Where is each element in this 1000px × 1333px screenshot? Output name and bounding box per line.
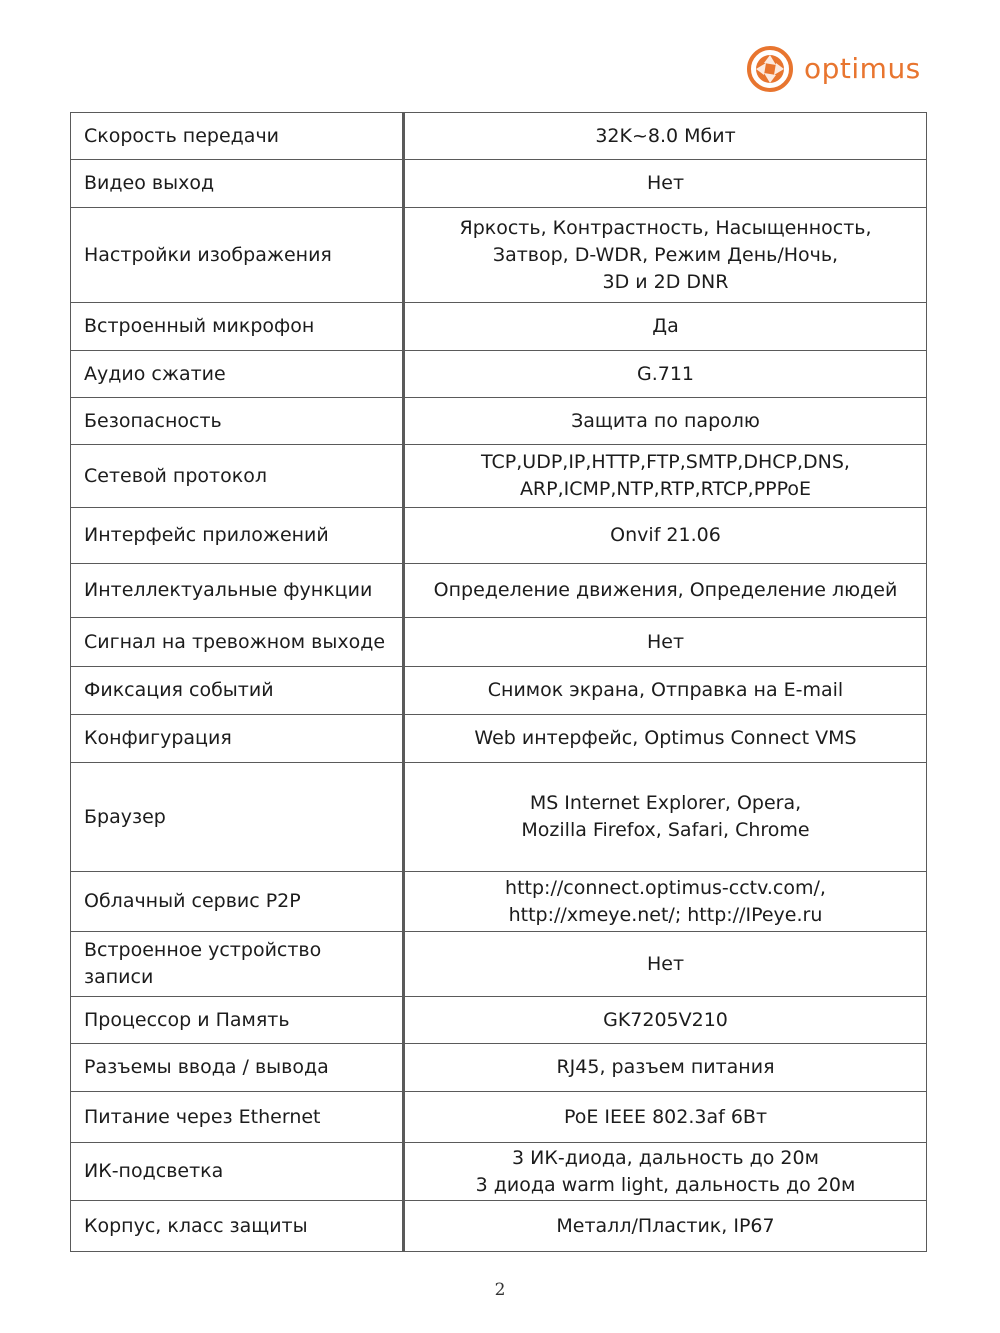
spec-row bbox=[71, 508, 927, 564]
spec-value bbox=[404, 1044, 927, 1092]
spec-row bbox=[71, 932, 927, 997]
spec-value bbox=[404, 667, 927, 715]
spec-value-line: Металл/Пластик, IP67 bbox=[556, 1214, 775, 1237]
spec-value-line: Нет bbox=[646, 952, 685, 975]
spec-row bbox=[71, 351, 927, 398]
spec-value-line: Затвор, D-WDR, Режим День/Ночь, bbox=[492, 243, 839, 266]
spec-value bbox=[404, 208, 927, 303]
spec-value-line: Яркость, Контрастность, Насыщенность, bbox=[459, 216, 872, 239]
spec-value-line: G.711 bbox=[636, 362, 695, 385]
spec-row bbox=[71, 564, 927, 618]
spec-value bbox=[404, 564, 927, 618]
spec-label: Питание через Ethernet bbox=[71, 1092, 404, 1143]
spec-value-line: 3 ИК-диода, дальность до 20м bbox=[512, 1146, 819, 1169]
spec-value bbox=[404, 398, 927, 445]
spec-row bbox=[71, 113, 927, 160]
spec-value bbox=[404, 715, 927, 763]
spec-value-line: http://xmeye.net/; http://IPeye.ru bbox=[508, 903, 823, 926]
spec-label: Встроенный микрофон bbox=[71, 303, 404, 351]
spec-row bbox=[71, 1044, 927, 1092]
spec-row bbox=[71, 667, 927, 715]
spec-value-line: Определение движения, Определение людей bbox=[433, 579, 898, 601]
spec-row bbox=[71, 997, 927, 1044]
spec-label: Интерфейс приложений bbox=[71, 508, 404, 564]
spec-label: Встроенное устройство записи bbox=[71, 932, 404, 997]
spec-value bbox=[404, 508, 927, 564]
spec-label: Скорость передачи bbox=[71, 113, 404, 160]
spec-value bbox=[404, 351, 927, 398]
page-number: 2 bbox=[494, 1280, 506, 1300]
spec-value-line: 32K~8.0 Мбит bbox=[595, 124, 736, 147]
spec-value bbox=[404, 932, 927, 997]
spec-label: Корпус, класс защиты bbox=[71, 1201, 404, 1252]
spec-row bbox=[71, 160, 927, 208]
spec-value bbox=[404, 763, 927, 872]
spec-value-line: Onvif 21.06 bbox=[610, 524, 721, 546]
spec-value-line: GK7205V210 bbox=[603, 1008, 728, 1031]
spec-value bbox=[404, 1143, 927, 1201]
spec-row bbox=[71, 715, 927, 763]
spec-label: Разъемы ввода / вывода bbox=[71, 1044, 404, 1092]
logo-text: optimus bbox=[804, 52, 921, 85]
spec-label: Фиксация событий bbox=[71, 667, 404, 715]
spec-value bbox=[404, 303, 927, 351]
spec-value-line: Нет bbox=[646, 630, 685, 653]
spec-value-line: Да bbox=[652, 315, 679, 337]
spec-row bbox=[71, 208, 927, 303]
spec-row bbox=[71, 1092, 927, 1143]
spec-label: Сетевой протокол bbox=[71, 445, 404, 508]
spec-value bbox=[404, 872, 927, 932]
spec-value bbox=[404, 160, 927, 208]
spec-value bbox=[404, 618, 927, 667]
spec-label: Безопасность bbox=[71, 398, 404, 445]
spec-value-line: Снимок экрана, Отправка на E-mail bbox=[487, 679, 844, 701]
spec-label: Облачный сервис P2P bbox=[71, 872, 404, 932]
spec-label: Браузер bbox=[71, 763, 404, 872]
spec-label: Сигнал на тревожном выходе bbox=[71, 618, 404, 667]
optimus-logo bbox=[746, 44, 936, 94]
spec-label: Настройки изображения bbox=[71, 208, 404, 303]
spec-label: Процессор и Память bbox=[71, 997, 404, 1044]
specifications-table bbox=[70, 112, 927, 1252]
spec-row bbox=[71, 763, 927, 872]
spec-value bbox=[404, 113, 927, 160]
spec-value-line: http://connect.optimus-cctv.com/, bbox=[505, 876, 826, 899]
spec-value-line: 3 диода warm light, дальность до 20м bbox=[475, 1173, 856, 1196]
spec-label: ИК-подсветка bbox=[71, 1143, 404, 1201]
spec-row bbox=[71, 618, 927, 667]
spec-value-line: Нет bbox=[646, 172, 685, 194]
spec-row bbox=[71, 872, 927, 932]
spec-value-line: TCP,UDP,IP,HTTP,FTP,SMTP,DHCP,DNS, bbox=[481, 451, 850, 473]
spec-value-line: RJ45, разъем питания bbox=[556, 1056, 775, 1078]
spec-label: Интеллектуальные функции bbox=[71, 564, 404, 618]
spec-value-line: MS Internet Explorer, Opera, bbox=[529, 792, 802, 814]
spec-value-line: Mozilla Firefox, Safari, Chrome bbox=[521, 819, 810, 841]
spec-value-line: Защита по паролю bbox=[571, 409, 760, 432]
spec-value-line: PoE IEEE 802.3af 6Вт bbox=[563, 1105, 768, 1128]
spec-label: Аудио сжатие bbox=[71, 351, 404, 398]
spec-label: Видео выход bbox=[71, 160, 404, 208]
aperture-logo-icon bbox=[746, 45, 794, 93]
spec-row bbox=[71, 445, 927, 508]
spec-value bbox=[404, 445, 927, 508]
spec-row bbox=[71, 1201, 927, 1252]
spec-value-line: Web интерфейс, Optimus Connect VMS bbox=[474, 727, 857, 749]
spec-row bbox=[71, 303, 927, 351]
spec-value-line: ARP,ICMP,NTP,RTP,RTCP,PPPoE bbox=[519, 478, 812, 500]
spec-value-line: 3D и 2D DNR bbox=[602, 270, 729, 293]
spec-label: Конфигурация bbox=[71, 715, 404, 763]
spec-value bbox=[404, 1201, 927, 1252]
spec-row bbox=[71, 1143, 927, 1201]
spec-value bbox=[404, 997, 927, 1044]
spec-value bbox=[404, 1092, 927, 1143]
spec-row bbox=[71, 398, 927, 445]
